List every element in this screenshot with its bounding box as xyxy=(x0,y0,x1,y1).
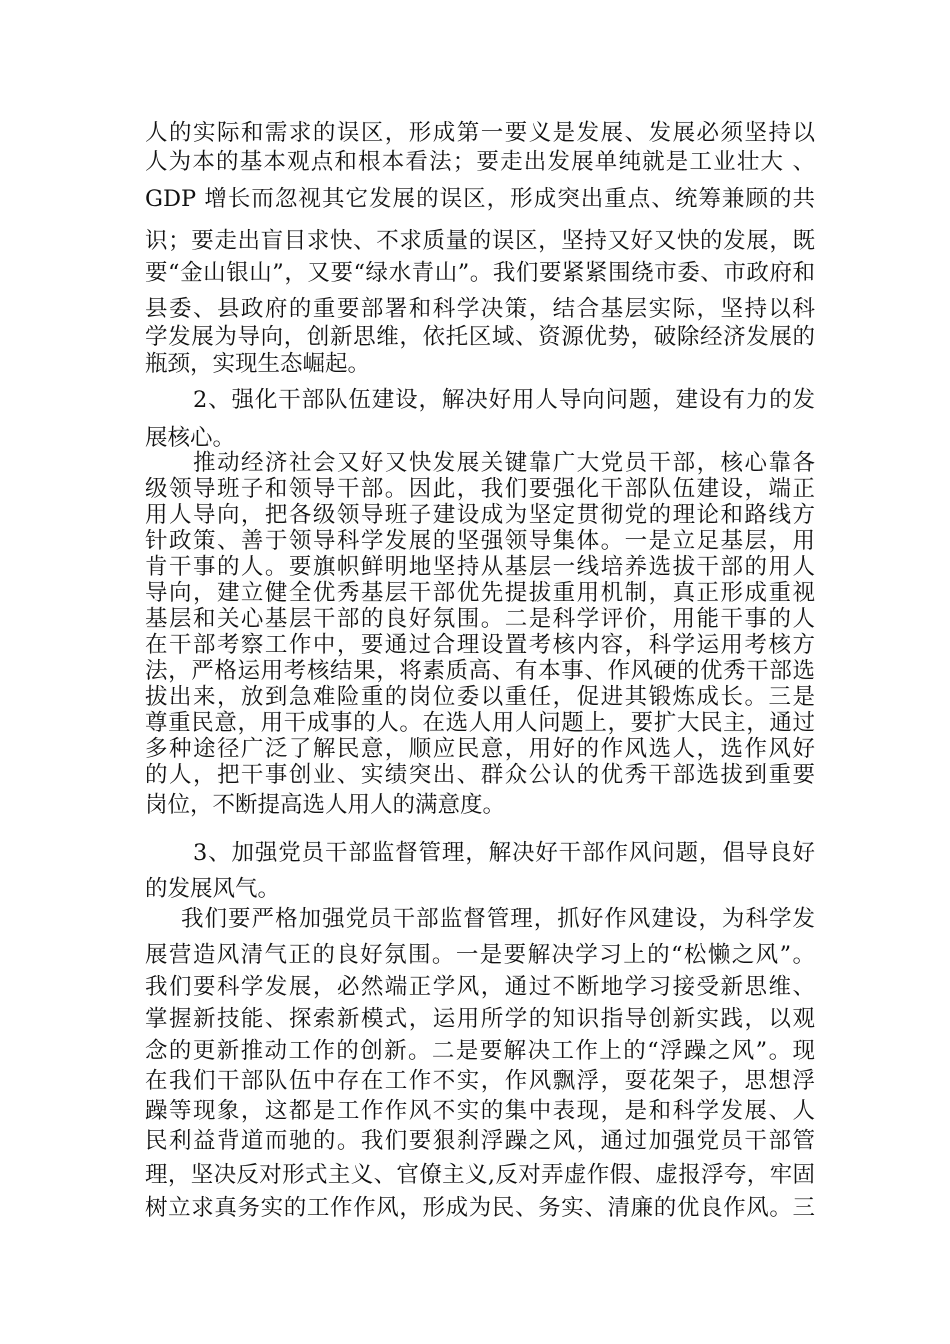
text-line: 人的实际和需求的误区，形成第一要义是发展、发展必须坚持以 xyxy=(145,120,815,146)
section-heading-cont: 的发展风气。 xyxy=(145,876,281,902)
text-line: 人为本的基本观点和根本看法；要走出发展单纯就是工业壮大 、 xyxy=(145,149,815,175)
text-line: 级领导班子和领导干部。因此，我们要强化干部队伍建设，端正 xyxy=(145,476,815,502)
text-line: 岗位，不断提高选人用人的满意度。 xyxy=(145,792,506,818)
text-line: 要“金山银山”，又要“绿水青山”。我们要紧紧围绕市委、市政府和 xyxy=(145,260,815,286)
text-line: 拔出来，放到急难险重的岗位委以重任，促进其锻炼成长。三是 xyxy=(145,684,815,710)
text-line: 肯干事的人。要旗帜鲜明地坚持从基层一线培养选拔干部的用人 xyxy=(145,554,815,580)
text-line: 导向，建立健全优秀基层干部优先提拔重用机制，真正形成重视 xyxy=(145,580,815,606)
text-line: 展营造风清气正的良好氛围。一是要解决学习上的“松懒之风”。 xyxy=(145,942,815,968)
text-line: 的人，把干事创业、实绩突出、群众公认的优秀干部选拔到重要 xyxy=(145,762,815,788)
text-line: 在我们干部队伍中存在工作不实，作风飘浮，耍花架子，思想浮 xyxy=(145,1068,815,1094)
text-line: 我们要科学发展，必然端正学风，通过不断地学习接受新思维、 xyxy=(145,974,815,1000)
text-line: 民利益背道而驰的。我们要狠刹浮躁之风，通过加强党员干部管 xyxy=(145,1128,815,1154)
text-line: 用人导向，把各级领导班子建设成为坚定贯彻党的理论和路线方 xyxy=(145,502,815,528)
text-line: 针政策、善于领导科学发展的坚强领导集体。一是立足基层，用 xyxy=(145,528,815,554)
text-line: 法，严格运用考核结果，将素质高、有本事、作风硬的优秀干部选 xyxy=(145,658,815,684)
text-line: 躁等现象，这都是工作作风不实的集中表现，是和科学发展、人 xyxy=(145,1098,815,1124)
section-heading-cont: 展核心。 xyxy=(145,425,236,451)
text-line: 树立求真务实的工作作风，形成为民、务实、清廉的优良作风。三 xyxy=(145,1195,815,1221)
text-line: GDP 增长而忽视其它发展的误区，形成突出重点、统筹兼顾的共 xyxy=(145,186,815,212)
text-line: 理，坚决反对形式主义、官僚主义,反对弄虚作假、虚报浮夸，牢固 xyxy=(145,1162,815,1188)
section-heading: 2、强化干部队伍建设，解决好用人导向问题，建设有力的发 xyxy=(193,387,815,413)
text-line: 识；要走出盲目求快、不求质量的误区，坚持又好又快的发展，既 xyxy=(145,228,815,254)
text-line: 多种途径广泛了解民意，顺应民意，用好的作风选人，选作风好 xyxy=(145,736,815,762)
text-line: 念的更新推动工作的创新。二是要解决工作上的“浮躁之风”。现 xyxy=(145,1038,815,1064)
section-heading: 3、加强党员干部监督管理，解决好干部作风问题，倡导良好 xyxy=(193,840,815,866)
text-line: 我们要严格加强党员干部监督管理，抓好作风建设，为科学发 xyxy=(181,906,815,932)
text-line: 瓶颈，实现生态崛起。 xyxy=(145,351,371,377)
text-line: 县委、县政府的重要部署和科学决策，结合基层实际，坚持以科 xyxy=(145,296,815,322)
text-line: 尊重民意，用干成事的人。在选人用人问题上，要扩大民主，通过 xyxy=(145,710,815,736)
text-line: 基层和关心基层干部的良好氛围。二是科学评价，用能干事的人 xyxy=(145,606,815,632)
text-line: 学发展为导向，创新思维，依托区域、资源优势，破除经济发展的 xyxy=(145,324,815,350)
text-line: 推动经济社会又好又快发展关键靠广大党员干部，核心靠各 xyxy=(193,450,815,476)
text-line: 掌握新技能、探索新模式，运用所学的知识指导创新实践，以观 xyxy=(145,1006,815,1032)
text-line: 在干部考察工作中，要通过合理设置考核内容，科学运用考核方 xyxy=(145,632,815,658)
